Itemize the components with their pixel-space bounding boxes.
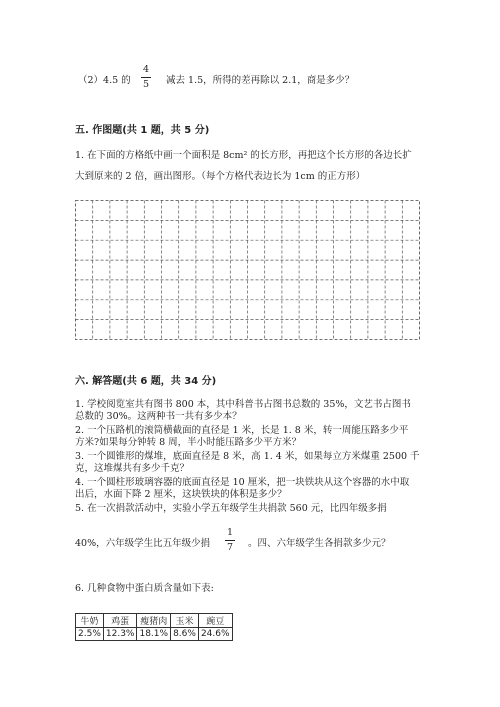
drawing-grid [75,200,420,340]
protein-table-header-cell: 豌豆 [198,614,232,628]
section6-line: 总数的 30%。这两种书一共有多少本？ [75,411,242,422]
section6-line: 方米?如果每分钟转 8 周，半小时能压路多少平方米？ [75,437,302,448]
q5-suffix: 。四、六年级学生各捐款多少元？ [248,538,391,549]
protein-table [75,613,233,641]
q5-fraction [225,527,235,554]
protein-table-value-cell: 8.6% [171,628,199,641]
section5-line2: 大到原来的 2 倍，画出图形。（每个方格代表边长为 1cm 的正方形） [75,171,366,182]
q5-fraction-numerator: 1 [226,527,234,538]
protein-table-header-cell: 瘦猪肉 [137,614,171,628]
section5-line1: 1. 在下面的方格纸中画一个面积是 8cm² 的长方形，再把这个长方形的各边长扩 [75,150,412,161]
q2-fraction [141,64,151,91]
protein-table-value-row [76,628,233,641]
protein-table-header-row [76,614,233,628]
protein-table-value-cell: 12.3% [103,628,137,641]
protein-table-header-cell: 鸡蛋 [103,614,137,628]
section6-line: 2. 一个压路机的滚筒横截面的直径是 1 米，长是 1. 8 米，转一周能压路多少平 [75,425,409,436]
q6-text: 6. 几种食物中蛋白质含量如下表: [75,583,214,594]
section5-title: 五. 作图题(共 1 题，共 5 分) [75,125,210,136]
q2-suffix: 减去 1.5，所得的差再除以 2.1，商是多少？ [166,75,355,86]
section6-line: 克，这堆煤共有多少千克？ [75,463,190,474]
protein-table-header-cell: 牛奶 [76,614,104,628]
section6-line: 4. 一个圆柱形玻璃容器的底面直径是 10 厘米，把一块铁块从这个容器的水中取 [75,477,410,488]
q2-fraction-denominator: 5 [142,79,150,90]
protein-table-header-cell: 玉米 [171,614,199,628]
q2-prefix: （2）4.5 的 [78,75,131,86]
q2-fraction-numerator: 4 [142,64,150,75]
section6-line: 1. 学校阅览室共有图书 800 本，其中科普书占图书总数的 35%，文艺书占图书 [75,399,411,410]
section6-line: 出后，水面下降 2 厘米，这块铁块的体积是多少？ [75,489,287,500]
protein-table-value-cell: 18.1% [137,628,171,641]
q5-fraction-denominator: 7 [226,542,234,553]
q5-prefix: 40%，六年级学生比五年级少捐 [75,538,211,549]
section6-title: 六. 解答题(共 6 题，共 34 分) [75,376,217,387]
protein-table-value-cell: 2.5% [76,628,104,641]
section6-line: 3. 一个圆锥形的煤堆，底面直径是 8 米，高 1. 4 米，如果每立方米煤重 2500 千 [75,451,420,462]
section6-line: 5. 在一次捐款活动中，实验小学五年级学生共捐款 560 元，比四年级多捐 [75,503,387,514]
protein-table-value-cell: 24.6% [198,628,232,641]
